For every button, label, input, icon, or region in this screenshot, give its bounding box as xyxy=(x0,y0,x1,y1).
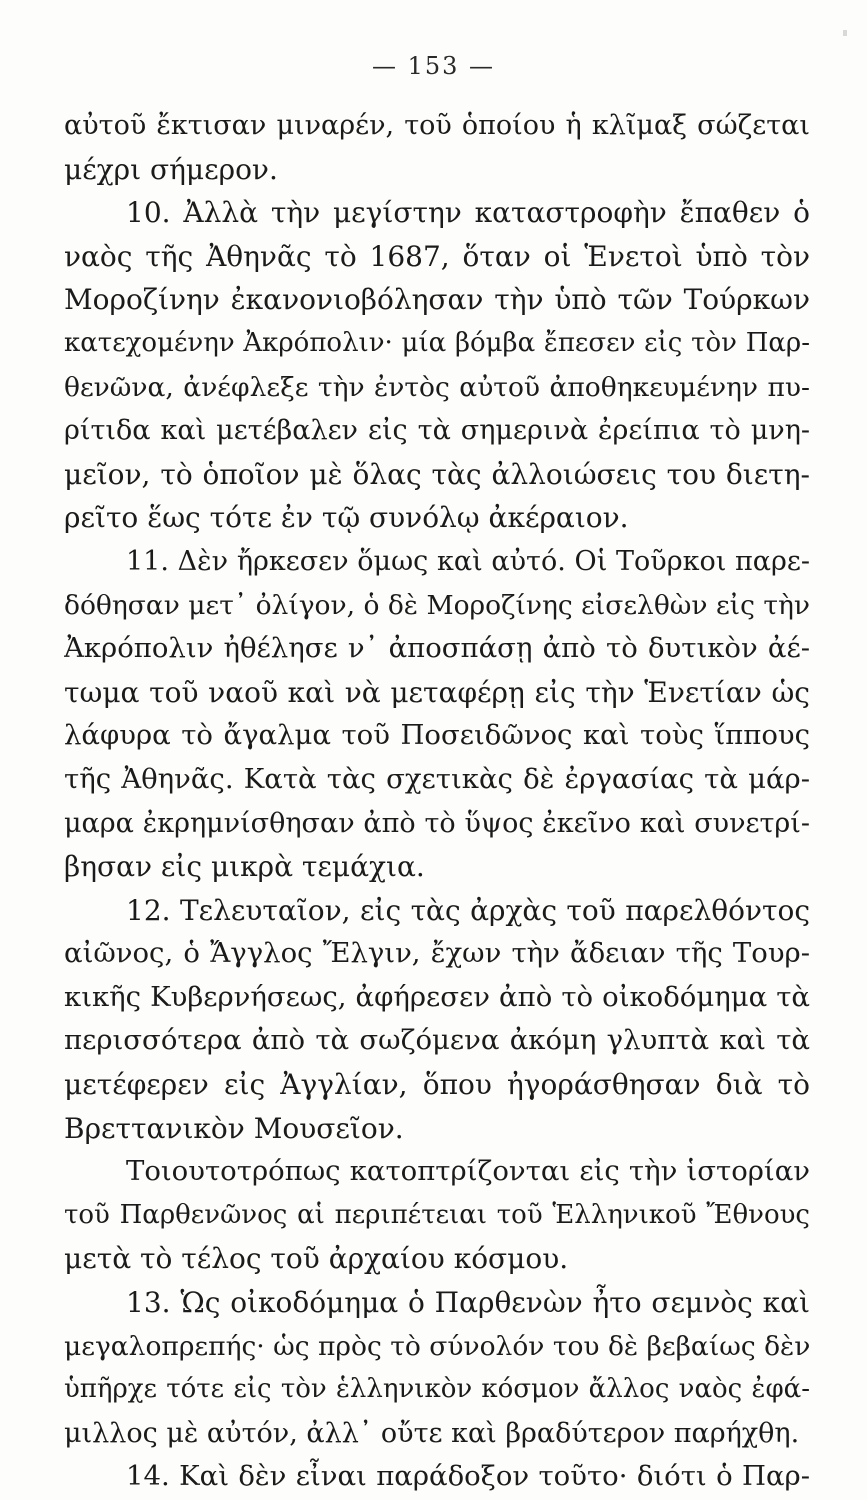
page-speck xyxy=(843,30,847,36)
text-line: 13. Ὡς οἰκοδόμημα ὁ Παρθενὼν ἦτο σεμνὸς καὶ xyxy=(126,1286,810,1320)
text-line: Βρεττανικὸν Μουσεῖον. xyxy=(64,1111,404,1145)
text-line: Ἀκρόπολιν ἠθέλησε ν᾽ ἀποσπάσῃ ἀπὸ τὸ δυτικὸν ἀέ- xyxy=(64,632,810,665)
text-line: κατεχομένην Ἀκρόπολιν· μία βόμβα ἔπεσεν εἰς τὸν Παρ- xyxy=(64,327,810,358)
page-number: — 153 — xyxy=(371,52,496,80)
text-line: 11. Δὲν ἤρκεσεν ὅμως καὶ αὐτό. Οἱ Τοῦρκοι παρε- xyxy=(126,545,810,577)
text-line: ὑπῆρχε τότε εἰς τὸν ἑλληνικὸν κόσμον ἄλλος ναὸς ἐφά- xyxy=(64,1374,810,1405)
text-line: μετέφερεν εἰς Ἀγγλίαν, ὅπου ἠγοράσθησαν διὰ τὸ xyxy=(64,1068,810,1102)
text-line: μεγαλοπρεπής· ὡς πρὸς τὸ σύνολόν του δὲ βεβαίως δὲν xyxy=(64,1330,810,1362)
text-line: μετὰ τὸ τέλος τοῦ ἀρχαίου κόσμου. xyxy=(64,1242,569,1276)
text-line: 10. Ἀλλὰ τὴν μεγίστην καταστροφὴν ἔπαθεν ὁ xyxy=(126,196,810,230)
text-line: μιλλος μὲ αὐτόν, ἀλλ᾽ οὔτε καὶ βραδύτερον παρήχθη. xyxy=(64,1417,800,1449)
text-line: αὐτοῦ ἔκτισαν μιναρέν, τοῦ ὁποίου ἡ κλῖμαξ σώζεται xyxy=(64,110,810,141)
text-line: μεῖον, τὸ ὁποῖον μὲ ὅλας τὰς ἀλλοιώσεις του διετη- xyxy=(64,457,810,491)
text-line: μαρα ἐκρημνίσθησαν ἀπὸ τὸ ὕψος ἐκεῖνο καὶ συνετρί- xyxy=(64,807,810,839)
body-text xyxy=(64,104,810,1499)
text-line: τῆς Ἀθηνᾶς. Κατὰ τὰς σχετικὰς δὲ ἐργασίας τὰ μάρ- xyxy=(64,762,810,795)
text-line: τοῦ Παρθενῶνος αἱ περιπέτειαι τοῦ Ἑλληνικοῦ Ἔθνους xyxy=(64,1199,810,1230)
text-line: 14. Καὶ δὲν εἶναι παράδοξον τοῦτο· διότι ὁ Παρ- xyxy=(126,1460,810,1493)
text-line: 12. Τελευταῖον, εἰς τὰς ἀρχὰς τοῦ παρελθόντος xyxy=(126,893,810,927)
text-line: ρίτιδα καὶ μετέβαλεν εἰς τὰ σημερινὰ ἐρείπια τὸ μνη- xyxy=(64,415,810,447)
text-line: λάφυρα τὸ ἄγαλμα τοῦ Ποσειδῶνος καὶ τοὺς ἵππους xyxy=(64,719,810,752)
text-line: κικῆς Κυβερνήσεως, ἀφήρεσεν ἀπὸ τὸ οἰκοδόμημα τὰ xyxy=(64,980,810,1013)
text-line: Τοιουτοτρόπως κατοπτρίζονται εἰς τὴν ἱστορίαν xyxy=(126,1155,810,1188)
text-line: μέχρι σήμερον. xyxy=(64,152,278,186)
text-line: ρεῖτο ἕως τότε ἐν τῷ συνόλῳ ἀκέραιον. xyxy=(64,501,629,535)
text-line: Μοροζίνην ἐκανονιοβόλησαν τὴν ὑπὸ τῶν Τούρκων xyxy=(64,283,810,317)
text-line: βησαν εἰς μικρὰ τεμάχια. xyxy=(64,850,425,884)
text-line: τωμα τοῦ ναοῦ καὶ νὰ μεταφέρῃ εἰς τὴν Ἑνετίαν ὡς xyxy=(64,675,810,709)
text-line: δόθησαν μετ᾽ ὀλίγον, ὁ δὲ Μοροζίνης εἰσελθὼν εἰς τὴν xyxy=(64,589,810,621)
text-line: ναὸς τῆς Ἀθηνᾶς τὸ 1687, ὅταν οἱ Ἑνετοὶ ὑπὸ τὸν xyxy=(64,239,810,273)
text-line: αἰῶνος, ὁ Ἄγγλος Ἔλγιν, ἔχων τὴν ἄδειαν τῆς Τουρ- xyxy=(64,937,810,970)
text-line: θενῶνα, ἀνέφλεξε τὴν ἐντὸς αὐτοῦ ἀποθηκευμένην πυ- xyxy=(64,371,810,403)
text-line: περισσότερα ἀπὸ τὰ σωζόμενα ἀκόμη γλυπτὰ καὶ τὰ xyxy=(64,1024,810,1057)
